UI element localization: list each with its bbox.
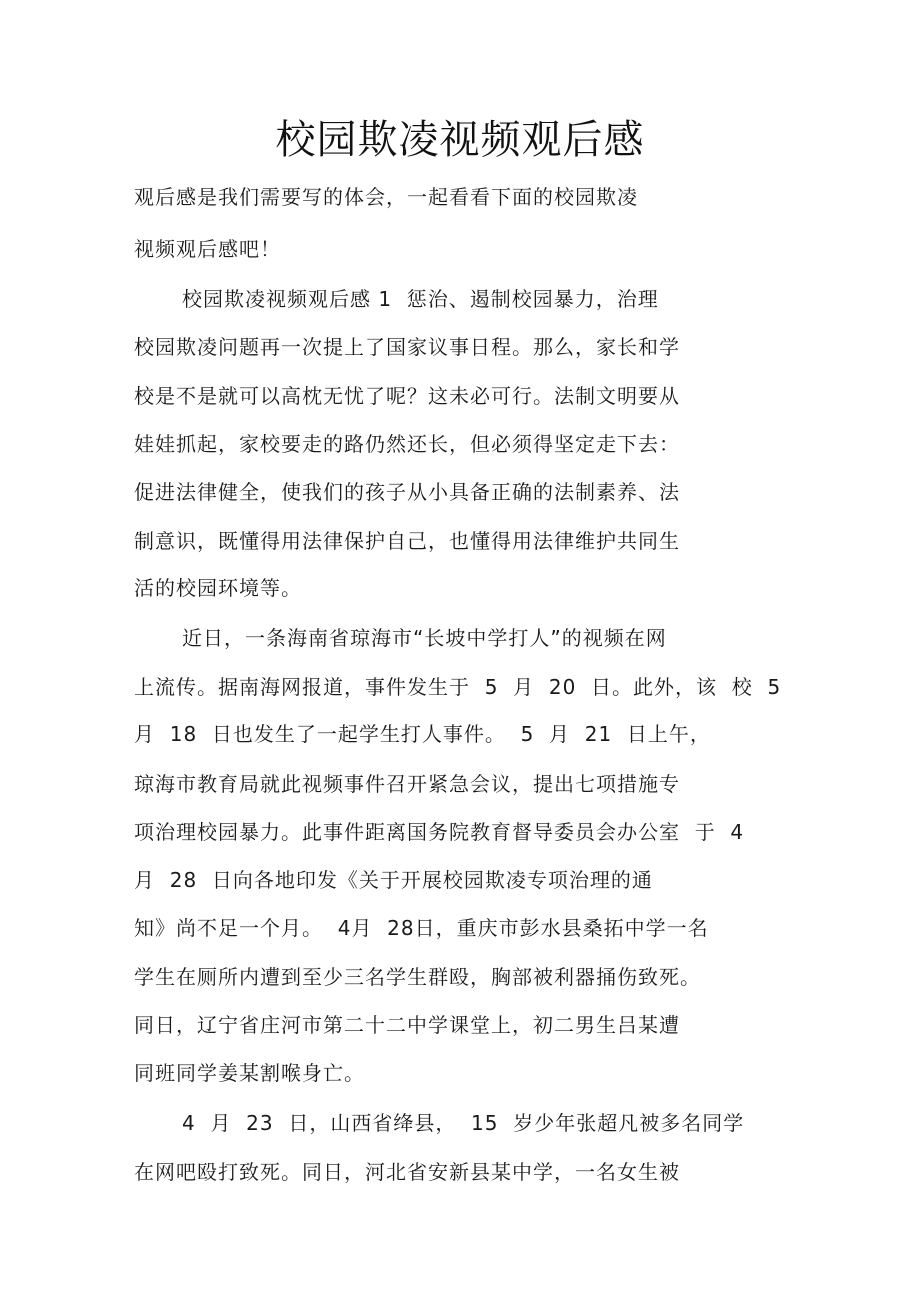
paragraph-line: 制意识，既懂得用法律保护自己，也懂得用法律维护共同生 bbox=[134, 529, 680, 553]
paragraph-line: 观后感是我们需要写的体会，一起看看下面的校园欺凌 bbox=[134, 185, 638, 209]
paragraph-line: 娃娃抓起，家校要走的路仍然还长，但必须得坚定走下去： bbox=[134, 432, 680, 456]
paragraph-line: 近日，一条海南省琼海市“长坡中学打人”的视频在网 bbox=[182, 626, 667, 650]
paragraph-line: 促进法律健全，使我们的孩子从小具备正确的法制素养、法 bbox=[134, 480, 680, 504]
paragraph-line: 在网吧殴打致死。同日，河北省安新县某中学，一名女生被 bbox=[134, 1160, 680, 1184]
paragraph-line: 月 28 日向各地印发《关于开展校园欺凌专项治理的通 bbox=[134, 868, 653, 892]
paragraph-line: 月 18 日也发生了一起学生打人事件。 5 月 21 日上午， bbox=[134, 722, 711, 746]
paragraph-line: 琼海市教育局就此视频事件召开紧急会议，提出七项措施专 bbox=[134, 772, 680, 796]
paragraph-line: 上流传。据南海网报道，事件发生于 5 月 20 日。此外，该 校 5 bbox=[134, 675, 782, 699]
paragraph-line: 知》尚不足一个月。 4月 28日，重庆市彭水县桑拓中学一名 bbox=[134, 916, 709, 940]
paragraph-line: 校园欺凌问题再一次提上了国家议事日程。那么，家长和学 bbox=[134, 335, 680, 359]
paragraph-line: 活的校园环境等。 bbox=[134, 576, 302, 600]
paragraph-line: 校园欺凌视频观后感 1 惩治、遏制校园暴力，治理 bbox=[182, 287, 659, 311]
paragraph-line: 学生在厕所内遭到至少三名学生群殴，胸部被利器捅伤致死。 bbox=[134, 965, 701, 989]
paragraph-line: 视频观后感吧！ bbox=[134, 237, 281, 261]
page-title: 校园欺凌视频观后感 bbox=[275, 117, 645, 163]
paragraph-line: 校是不是就可以高枕无忧了呢？这未必可行。法制文明要从 bbox=[134, 384, 680, 408]
paragraph-line: 同日，辽宁省庄河市第二十二中学课堂上，初二男生吕某遭 bbox=[134, 1013, 680, 1037]
paragraph-line: 同班同学姜某割喉身亡。 bbox=[134, 1061, 365, 1085]
paragraph-line: 项治理校园暴力。此事件距离国务院教育督导委员会办公室 于 4 bbox=[134, 820, 745, 844]
paragraph-line: 4 月 23 日，山西省绛县， 15 岁少年张超凡被多名同学 bbox=[182, 1111, 745, 1135]
